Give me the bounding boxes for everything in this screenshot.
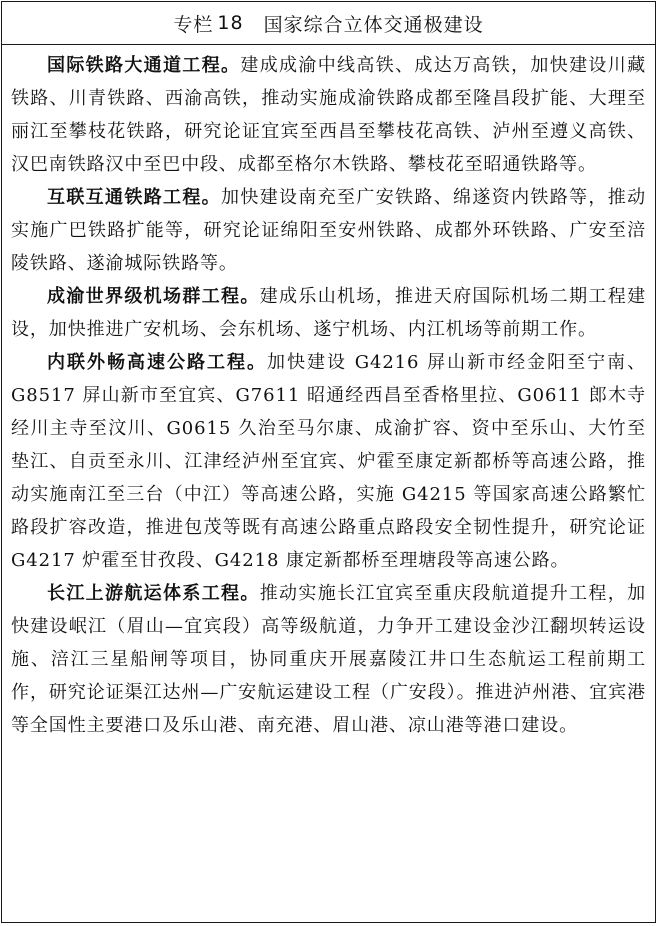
column-title-number: 18	[217, 12, 244, 34]
paragraph-text: 加快建设 G4216 屏山新市经金阳至宁南、G8517 屏山新市至宜宾、G7611 昭通经西昌至香格里拉、G0611 郎木寺经川主寺至汶川、G0615 久治至马尔康、成渝扩容、资中至乐山、大竹至垫江、自贡至永川、江津经泸州至宜宾、炉霍至康定新都桥等高速公路，推动实施南江至三台（中江）等高速公路，实施 G4215 等国家高速公路繁忙路段扩容改造，推进包茂等既有高速公路重点路段安全韧性提升，研究论证 G4217 炉霍至甘孜段、G4218 康定新都桥至理塘段等高速公路。	[11, 352, 646, 571]
column-title	[2, 2, 655, 45]
special-column-box	[1, 1, 656, 923]
column-title-prefix: 专栏	[173, 13, 214, 36]
paragraph-lead: 互联互通铁路工程。	[47, 187, 222, 208]
paragraph-text: 推动实施长江宜宾至重庆段航道提升工程，加快建设岷江（眉山—宜宾段）高等级航道，力争开工建设金沙江翻坝转运设施、涪江三星船闸等项目，协同重庆开展嘉陵江井口生态航运工程前期工作，研究论证渠江达州—广安航运建设工程（广安段）。推进泸州港、宜宾港等全国性主要港口及乐山港、南充港、眉山港、凉山港等港口建设。	[11, 583, 646, 736]
paragraph-expressway	[11, 346, 646, 577]
paragraph-yangtze-shipping	[11, 577, 646, 742]
paragraph-text: 加快建设南充至广安铁路、绵遂资内铁路等，推动实施广巴铁路扩能等，研究论证绵阳至安州铁路、成都外环铁路、广安至涪陵铁路、遂渝城际铁路等。	[11, 187, 646, 274]
paragraph-text: 建成乐山机场，推进天府国际机场二期工程建设，加快推进广安机场、会东机场、遂宁机场、内江机场等前期工作。	[11, 286, 646, 340]
column-title-text: 国家综合立体交通极建设	[263, 13, 484, 36]
paragraph-lead: 长江上游航运体系工程。	[47, 583, 260, 604]
paragraph-railway-corridor	[11, 49, 646, 181]
paragraph-lead: 国际铁路大通道工程。	[47, 55, 241, 76]
paragraph-interconnect-railway	[11, 181, 646, 280]
paragraph-lead: 成渝世界级机场群工程。	[47, 286, 260, 307]
column-content	[2, 45, 655, 742]
paragraph-lead: 内联外畅高速公路工程。	[47, 352, 267, 373]
paragraph-airport-cluster	[11, 280, 646, 346]
paragraph-text: 建成成渝中线高铁、成达万高铁，加快建设川藏铁路、川青铁路、西渝高铁，推动实施成渝铁路成都至隆昌段扩能、大理至丽江至攀枝花铁路，研究论证宜宾至西昌至攀枝花高铁、泸州至遵义高铁、汉巴南铁路汉中至巴中段、成都至格尔木铁路、攀枝花至昭通铁路等。	[11, 55, 647, 175]
